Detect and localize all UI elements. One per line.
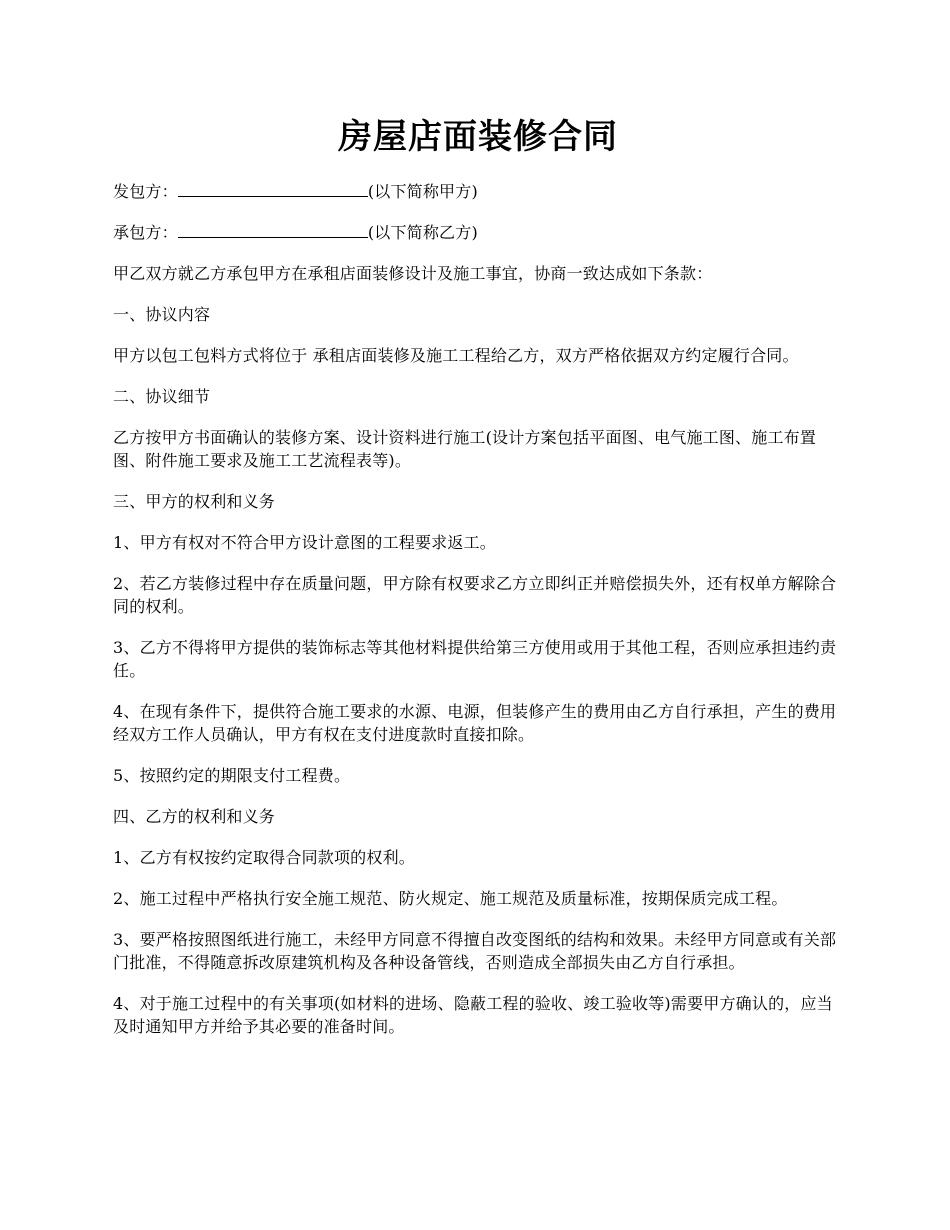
document-title: 房屋店面装修合同 <box>338 117 618 157</box>
section-3-item-3: 3、乙方不得将甲方提供的装饰标志等其他材料提供给第三方使用或用于其他工程，否则应承担违约责任。 <box>113 638 837 680</box>
section-4-item-3: 3、要严格按照图纸进行施工，未经甲方同意不得擅自改变图纸的结构和效果。未经甲方同意或有关部门批准，不得随意拆改原建筑机构及各种设备管线，否则造成全部损失由乙方自行承担。 <box>113 930 837 972</box>
section-3-item-2: 2、若乙方装修过程中存在质量问题，甲方除有权要求乙方立即纠正并赔偿损失外，还有权单方解除合同的权利。 <box>113 574 837 616</box>
section-2-heading: 二、协议细节 <box>113 387 211 406</box>
section-4-item-4: 4、对于施工过程中的有关事项(如材料的进场、隐蔽工程的验收、竣工验收等)需要甲方确认的，应当及时通知甲方并给予其必要的准备时间。 <box>113 994 833 1036</box>
party-a-blank <box>178 182 368 197</box>
section-4-heading: 四、乙方的权利和义务 <box>113 807 276 826</box>
section-3-heading: 三、甲方的权利和义务 <box>113 492 276 511</box>
section-2-paragraph: 乙方按甲方书面确认的装修方案、设计资料进行施工(设计方案包括平面图、电气施工图、施工布置图、附件施工要求及施工工艺流程表等)。 <box>113 428 817 470</box>
section-4-item-1: 1、乙方有权按约定取得合同款项的权利。 <box>113 848 415 867</box>
section-1-paragraph: 甲方以包工包料方式将位于 承租店面装修及施工工程给乙方，双方严格依据双方约定履行合同。 <box>113 346 799 365</box>
contract-page <box>113 112 843 1056</box>
section-3-item-5: 5、按照约定的期限支付工程费。 <box>113 766 351 785</box>
intro-paragraph: 甲乙双方就乙方承包甲方在承租店面装修设计及施工事宜，协商一致达成如下条款： <box>113 264 713 283</box>
party-b-line <box>113 221 843 244</box>
party-a-line <box>113 180 843 203</box>
party-b-label: 承包方： <box>113 223 178 242</box>
party-a-suffix: (以下简称甲方) <box>367 182 478 201</box>
section-4-item-2: 2、施工过程中严格执行安全施工规范、防火规定、施工规范及质量标准，按期保质完成工程。 <box>113 889 788 908</box>
section-3-item-1: 1、甲方有权对不符合甲方设计意图的工程要求返工。 <box>113 533 496 552</box>
section-1-heading: 一、协议内容 <box>113 305 211 324</box>
party-b-suffix: (以下简称乙方) <box>367 223 478 242</box>
section-3-item-4: 4、在现有条件下，提供符合施工要求的水源、电源，但装修产生的费用由乙方自行承担，产生的费用经双方工作人员确认，甲方有权在支付进度款时直接扣除。 <box>113 702 837 744</box>
party-b-blank <box>178 223 368 238</box>
party-a-label: 发包方： <box>113 182 178 201</box>
